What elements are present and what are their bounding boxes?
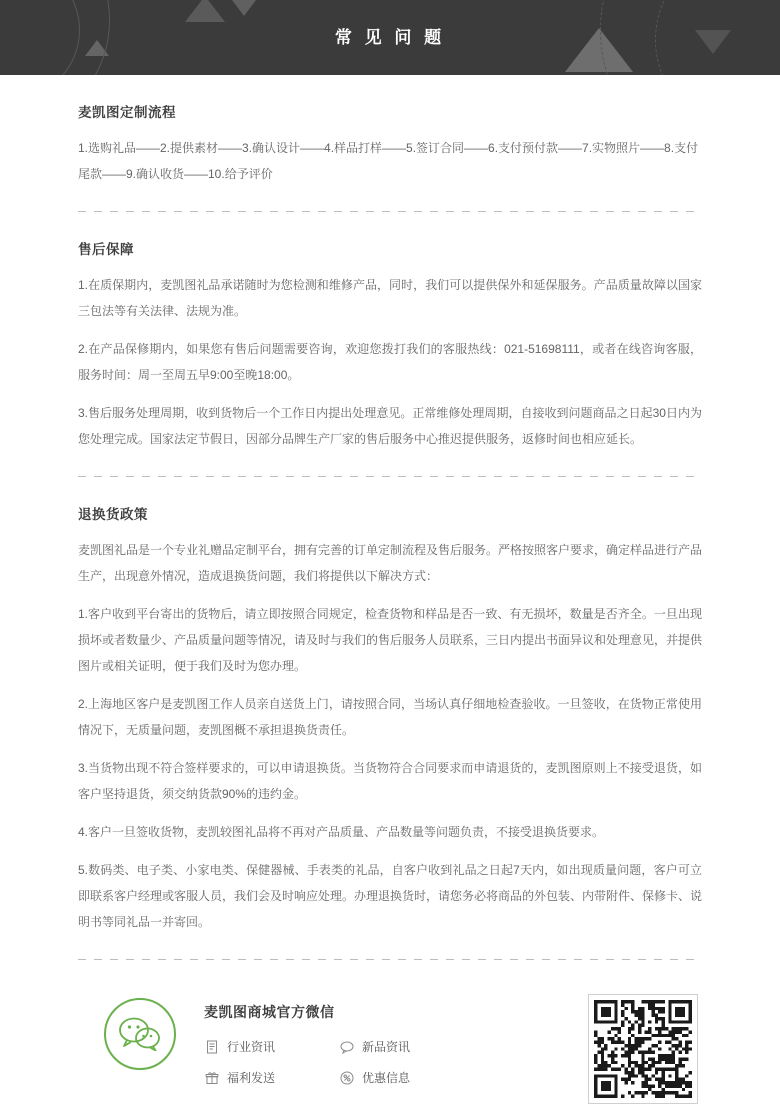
footer-link-list	[204, 1038, 474, 1100]
section-return-policy	[78, 477, 702, 935]
paragraph: 5.数码类、电子类、小家电类、保健器械、手表类的礼品，自客户收到礼品之日起7天内，如出现质量问题，客户可立即联系客户经理或客服人员，我们会及时响应处理。办理退换货时，请您务必将商品的外包装、内带附件、保修卡、说明书等同礼品一并寄回。	[78, 863, 703, 929]
page-header	[0, 0, 780, 75]
paragraph: 1.在质保期内，麦凯图礼品承诺随时为您检测和维修产品，同时，我们可以提供保外和延保服务。产品质量故障以国家三包法等有关法律、法规为准。	[78, 278, 702, 318]
section-after-sales	[78, 212, 702, 452]
tag-icon	[339, 1070, 354, 1085]
footer	[0, 960, 780, 1104]
footer-link-label: 行业资讯	[227, 1040, 276, 1054]
section-title: 退换货政策	[78, 507, 148, 522]
document-icon	[204, 1039, 219, 1054]
paragraph: 3.售后服务处理周期，收到货物后一个工作日内提出处理意见。正常维修处理周期，自接收到问题商品之日起30日内为您处理完成。国家法定节假日，因部分品牌生产厂家的售后服务中心推迟提供服务，返修时间也相应延长。	[78, 406, 702, 446]
footer-link-new-products[interactable]	[339, 1038, 474, 1055]
gift-icon	[204, 1070, 219, 1085]
page-title: 常 见 问 题	[334, 28, 446, 47]
footer-link-industry-news[interactable]	[204, 1038, 339, 1055]
paragraph: 4.客户一旦签收货物，麦凯较图礼品将不再对产品质量、产品数量等问题负责，不接受退换货要求。	[78, 825, 605, 839]
footer-link-label: 优惠信息	[362, 1071, 411, 1085]
paragraph: 2.上海地区客户是麦凯图工作人员亲自送货上门，请按照合同，当场认真仔细地检查验收。一旦签收，在货物正常使用情况下，无质量问题，麦凯图概不承担退换货责任。	[78, 697, 702, 737]
section-title: 麦凯图定制流程	[78, 105, 176, 120]
process-flow-text: 1.选购礼品——2.提供素材——3.确认设计——4.样品打样——5.签订合同——6.支付预付款——7.实物照片——8.支付尾款——9.确认收货——10.给予评价	[78, 141, 699, 181]
section-customization-process	[78, 75, 702, 187]
qr-code	[588, 994, 698, 1104]
footer-link-label: 新品资讯	[362, 1040, 411, 1054]
paragraph: 2.在产品保修期内，如果您有售后问题需要咨询，欢迎您拨打我们的客服热线：021-51698111，或者在线咨询客服，服务时间：周一至周五早9:00至晚18:00。	[78, 342, 702, 382]
faq-content	[0, 75, 780, 960]
paragraph: 1.客户收到平台寄出的货物后，请立即按照合同规定，检查货物和样品是否一致、有无损坏，数量是否齐全。一旦出现损坏或者数量少、产品质量问题等情况，请及时与我们的售后服务人员联系，三日内提出书面异议和处理意见，并提供图片或相关证明，便于我们及时为您办理。	[78, 607, 703, 673]
footer-info	[176, 994, 588, 1100]
paragraph: 麦凯图礼品是一个专业礼赠品定制平台，拥有完善的订单定制流程及售后服务。严格按照客户要求，确定样品进行产品生产，出现意外情况，造成退换货问题，我们将提供以下解决方式：	[78, 543, 703, 583]
footer-title: 麦凯图商城官方微信	[204, 1004, 335, 1020]
footer-link-welfare[interactable]	[204, 1069, 339, 1086]
footer-link-promotions[interactable]	[339, 1069, 474, 1086]
chat-icon	[339, 1039, 354, 1054]
wechat-icon	[104, 998, 176, 1070]
footer-link-label: 福利发送	[227, 1071, 276, 1085]
section-title: 售后保障	[78, 242, 134, 257]
paragraph: 3.当货物出现不符合签样要求的，可以申请退换货。当货物符合合同要求而申请退货的，麦凯图原则上不接受退货，如客户坚持退货，须交纳货款90%的违约金。	[78, 761, 702, 801]
